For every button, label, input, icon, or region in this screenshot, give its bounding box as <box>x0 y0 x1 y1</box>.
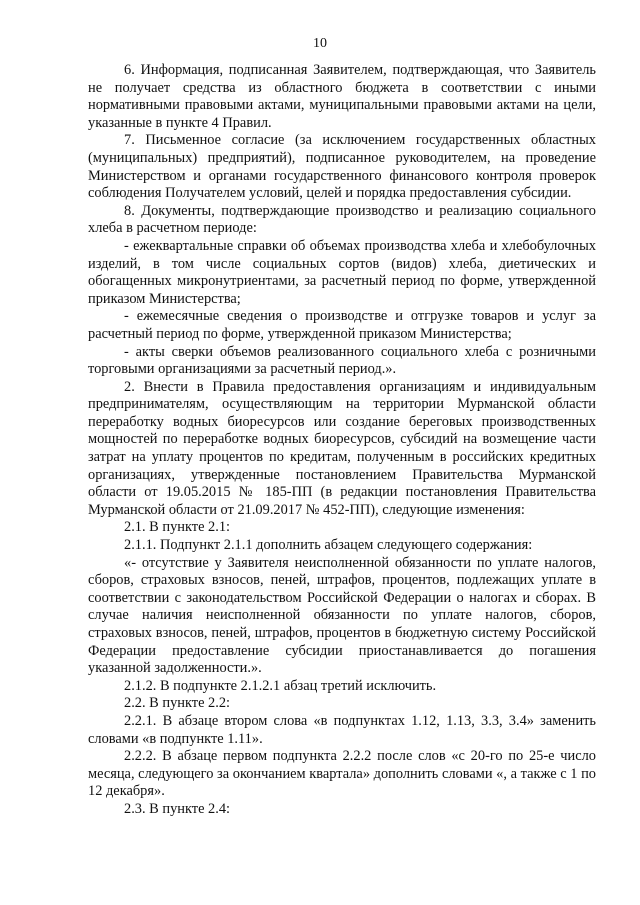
paragraph-2-2-1: 2.2.1. В абзаце втором слова «в подпунктах 1.12, 1.13, 3.3, 3.4» заменить словами «в подпункте 1.11». <box>88 712 596 747</box>
paragraph-2-1-2: 2.1.2. В подпункте 2.1.2.1 абзац третий исключить. <box>124 677 437 694</box>
paragraph-2-2-2: 2.2.2. В абзаце первом подпункта 2.2.2 после слов «с 20-го по 25-е число месяца, следующего за окончанием квартала» дополнить словами «, а также с 1 по 12 декабря». <box>88 748 596 800</box>
paragraph-6-info: 6. Информация, подписанная Заявителем, подтверждающая, что Заявитель не получает средства из областного бюджета в соответствии с иными нормативными правовыми актами, муниципальными правовыми актами на цели, указанные в пункте 4 Правил. <box>88 62 596 131</box>
paragraph-7-consent: 7. Письменное согласие (за исключением государственных областных (муниципальных) предприятий), подписанное руководителем, на проведение Министерством и органами государственного финансового контроля проверок соблюдения Получателем условий, целей и порядка предоставления субсидии. <box>88 132 596 202</box>
document-body <box>88 62 596 819</box>
paragraph-2-3: 2.3. В пункте 2.4: <box>124 800 231 817</box>
paragraph-2-1: 2.1. В пункте 2.1: <box>124 519 231 536</box>
page-number: 10 <box>313 36 327 51</box>
paragraph-8-documents: 8. Документы, подтверждающие производство и реализацию социального хлеба в расчетном периоде: <box>88 202 596 237</box>
paragraph-2-amendments: 2. Внести в Правила предоставления организациям и индивидуальным предпринимателям, осуществляющим на территории Мурманской области переработку водных биоресурсов или создание береговых производственных мощностей по переработке водных биоресурсов, субсидий на возмещение части затрат на уплату процентов по кредитам, полученным в российских кредитных организациях, утвержденные постановлением Правительства Мурманской области от 19.05.2015 № 185-ПП (в редакции постановления Правительства Мурманской области от 21.09.2017 № 452-ПП), следующие изменения: <box>88 378 596 518</box>
paragraph-quoted-tax-obligation: «- отсутствие у Заявителя неисполненной обязанности по уплате налогов, сборов, страховых взносов, пеней, штрафов, процентов, подлежащих уплате в соответствии с законодательством Российской Федерации о налогах и сборах. В случае наличия неисполненной обязанности по уплате налогов, сборов, страховых взносов, пеней, штрафов, процентов в бюджетную систему Российской Федерации предоставление субсидии приостанавливается до погашения указанной задолженности.». <box>88 554 596 677</box>
list-item-quarterly-reports: - ежеквартальные справки об объемах производства хлеба и хлебобулочных изделий, в том числе социальных сортов (видов) хлеба, диетических и обогащенных микронутриентами, за расчетный период по форме, утвержденной приказом Министерства; <box>88 237 596 307</box>
paragraph-2-1-1: 2.1.1. Подпункт 2.1.1 дополнить абзацем следующего содержания: <box>124 537 533 554</box>
list-item-monthly-reports: - ежемесячные сведения о производстве и отгрузке товаров и услуг за расчетный период по форме, утвержденной приказом Министерства; <box>88 308 596 342</box>
paragraph-2-2: 2.2. В пункте 2.2: <box>124 695 231 712</box>
list-item-reconciliation-acts: - акты сверки объемов реализованного социального хлеба с розничными торговыми организациями за расчетный период.». <box>88 343 596 378</box>
